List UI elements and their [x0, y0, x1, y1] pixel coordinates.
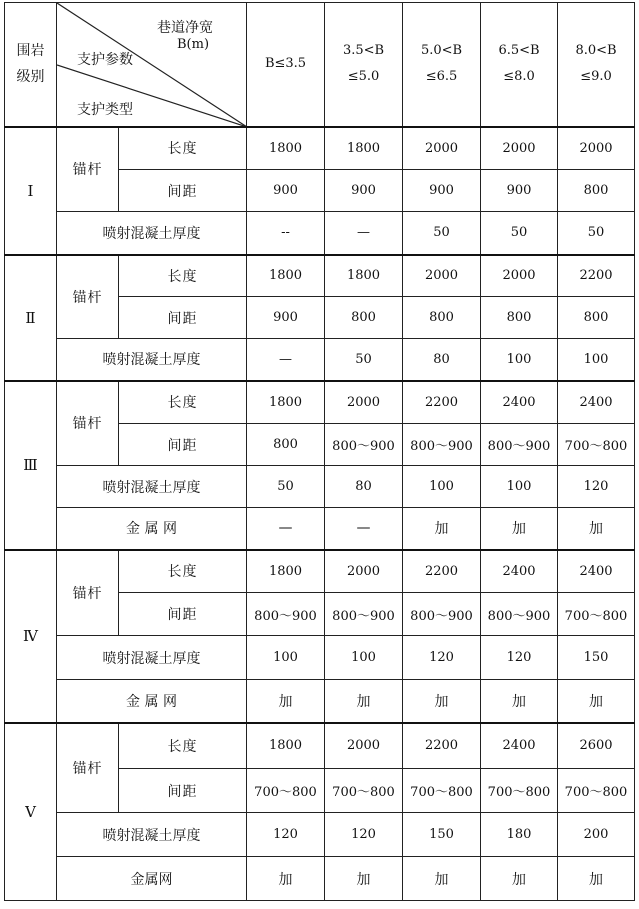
table-cell: 加	[403, 857, 481, 901]
support-param-label: 支护参数	[77, 52, 133, 68]
table-cell: 700～800	[403, 769, 481, 813]
table-cell: 100	[481, 466, 558, 508]
col-header-2-line1: 5.0<B	[420, 43, 463, 59]
table-cell: 加	[403, 680, 481, 723]
length-label: 长度	[119, 127, 247, 170]
table-row	[5, 212, 635, 255]
support-type-label: 支护类型	[77, 102, 133, 118]
table-cell: 加	[481, 680, 558, 723]
anchor-label: 锚杆	[57, 723, 119, 813]
table-cell: 50	[558, 212, 635, 255]
table-cell: 800～900	[247, 593, 325, 636]
table-cell: 2200	[403, 550, 481, 593]
table-row	[5, 636, 635, 680]
rock-grade-header-line2: 级别	[16, 69, 45, 86]
table-cell: 2000	[403, 127, 481, 170]
table-cell: 50	[403, 212, 481, 255]
table-cell: —	[247, 508, 325, 550]
table-cell: 加	[481, 508, 558, 550]
col-header-0	[247, 3, 325, 127]
table-cell: 800～900	[325, 593, 403, 636]
table-row	[5, 813, 635, 857]
anchor-label: 锚杆	[57, 127, 119, 212]
table-cell: 700～800	[325, 769, 403, 813]
grade-4-cell: Ⅳ	[5, 550, 57, 723]
table-cell: 100	[325, 636, 403, 680]
table-cell: 加	[247, 680, 325, 723]
table-cell: 120	[481, 636, 558, 680]
table-row	[5, 381, 635, 424]
table-cell: 120	[558, 466, 635, 508]
table-cell: 700～800	[558, 593, 635, 636]
table-cell: 1800	[325, 255, 403, 297]
table-row	[5, 857, 635, 901]
table-cell: 2600	[558, 723, 635, 769]
width-label: 巷道净宽	[157, 20, 213, 36]
table-cell: 50	[325, 339, 403, 381]
grade-5-cell: Ⅴ	[5, 723, 57, 901]
table-row	[5, 127, 635, 170]
table-cell: 700～800	[558, 769, 635, 813]
table-cell: 900	[325, 170, 403, 212]
mesh-label: 金 属 网	[57, 680, 247, 723]
table-cell: 800	[481, 297, 558, 339]
col-header-3-line2: ≤8.0	[503, 69, 535, 85]
table-cell: 1800	[247, 127, 325, 170]
shotcrete-label: 喷射混凝土厚度	[57, 813, 247, 857]
table-row	[5, 339, 635, 381]
table-cell: 150	[403, 813, 481, 857]
grade-2-cell: Ⅱ	[5, 255, 57, 381]
table-cell: 800～900	[403, 593, 481, 636]
table-cell: 加	[481, 857, 558, 901]
table-cell: 2000	[481, 255, 558, 297]
header-row	[5, 3, 635, 127]
table-cell: 加	[558, 680, 635, 723]
table-cell: 150	[558, 636, 635, 680]
table-cell: 800～900	[481, 424, 558, 466]
table-cell: 加	[558, 508, 635, 550]
table-cell: —	[247, 339, 325, 381]
anchor-label: 锚杆	[57, 255, 119, 339]
length-label: 长度	[119, 723, 247, 769]
table-cell: 2400	[481, 381, 558, 424]
col-header-4-line2: ≤9.0	[580, 69, 612, 85]
mesh-label: 金 属 网	[57, 508, 247, 550]
table-cell: 80	[325, 466, 403, 508]
table-cell: 180	[481, 813, 558, 857]
diagonal-header-cell	[57, 3, 247, 127]
col-header-3-line1: 6.5<B	[498, 43, 540, 59]
table-cell: 100	[403, 466, 481, 508]
support-parameter-table	[4, 2, 635, 901]
table-container	[4, 2, 635, 901]
table-cell: 200	[558, 813, 635, 857]
table-cell: 1800	[247, 381, 325, 424]
table-cell: 80	[403, 339, 481, 381]
col-header-4	[558, 3, 635, 127]
table-cell: 800～900	[403, 424, 481, 466]
spacing-label: 间距	[119, 424, 247, 466]
table-cell: 加	[325, 857, 403, 901]
table-cell: 700～800	[481, 769, 558, 813]
shotcrete-label: 喷射混凝土厚度	[57, 636, 247, 680]
table-cell: 50	[247, 466, 325, 508]
table-row	[5, 550, 635, 593]
table-cell: 800	[403, 297, 481, 339]
length-label: 长度	[119, 381, 247, 424]
shotcrete-label: 喷射混凝土厚度	[57, 339, 247, 381]
table-cell: 2000	[558, 127, 635, 170]
table-cell: 2200	[403, 381, 481, 424]
table-cell: 1800	[325, 127, 403, 170]
table-cell: 800	[247, 424, 325, 466]
table-cell: 加	[247, 857, 325, 901]
col-header-4-line1: 8.0<B	[575, 43, 617, 59]
spacing-label: 间距	[119, 593, 247, 636]
table-cell: 100	[247, 636, 325, 680]
col-header-3	[481, 3, 558, 127]
table-cell: 2200	[558, 255, 635, 297]
table-cell: 2200	[403, 723, 481, 769]
mesh-label: 金属网	[57, 857, 247, 901]
anchor-label: 锚杆	[57, 381, 119, 466]
table-cell: 800	[558, 170, 635, 212]
table-cell: 800～900	[325, 424, 403, 466]
table-cell: 加	[325, 680, 403, 723]
shotcrete-label: 喷射混凝土厚度	[57, 466, 247, 508]
table-cell: 2400	[481, 550, 558, 593]
table-cell: 2400	[558, 550, 635, 593]
table-cell: 900	[247, 297, 325, 339]
table-cell: 900	[403, 170, 481, 212]
table-cell: —	[325, 212, 403, 255]
col-header-0-line1: B≤3.5	[264, 56, 307, 72]
table-cell: 700～800	[558, 424, 635, 466]
grade-1-cell: Ⅰ	[5, 127, 57, 255]
table-cell: 加	[558, 857, 635, 901]
table-cell: --	[247, 212, 325, 255]
col-header-1-line2: ≤5.0	[347, 69, 380, 85]
table-cell: 1800	[247, 723, 325, 769]
table-cell: 2400	[481, 723, 558, 769]
table-cell: 800～900	[481, 593, 558, 636]
spacing-label: 间距	[119, 297, 247, 339]
table-cell: 100	[481, 339, 558, 381]
table-cell: 1800	[247, 255, 325, 297]
table-cell: 800	[325, 297, 403, 339]
spacing-label: 间距	[119, 769, 247, 813]
table-cell: 2000	[325, 550, 403, 593]
rock-grade-header-line1: 围岩	[16, 43, 45, 60]
table-cell: 120	[403, 636, 481, 680]
col-header-1	[325, 3, 403, 127]
table-cell: 50	[481, 212, 558, 255]
table-cell: 2000	[403, 255, 481, 297]
table-cell: 100	[558, 339, 635, 381]
table-row	[5, 723, 635, 769]
table-cell: 2400	[558, 381, 635, 424]
col-header-2-line2: ≤6.5	[425, 69, 458, 85]
table-cell: 900	[481, 170, 558, 212]
spacing-label: 间距	[119, 170, 247, 212]
table-cell: 900	[247, 170, 325, 212]
length-label: 长度	[119, 550, 247, 593]
table-cell: 1800	[247, 550, 325, 593]
rock-grade-header	[5, 3, 57, 127]
shotcrete-label: 喷射混凝土厚度	[57, 212, 247, 255]
table-cell: 2000	[481, 127, 558, 170]
table-cell: —	[325, 508, 403, 550]
length-label: 长度	[119, 255, 247, 297]
width-unit-label: B(m)	[177, 37, 210, 52]
table-cell: 120	[247, 813, 325, 857]
table-row	[5, 508, 635, 550]
table-row	[5, 466, 635, 508]
table-row	[5, 255, 635, 297]
table-cell: 700～800	[247, 769, 325, 813]
table-row	[5, 680, 635, 723]
anchor-label: 锚杆	[57, 550, 119, 636]
table-cell: 加	[403, 508, 481, 550]
table-cell: 800	[558, 297, 635, 339]
grade-3-cell: Ⅲ	[5, 381, 57, 550]
table-cell: 2000	[325, 381, 403, 424]
col-header-1-line1: 3.5<B	[342, 43, 385, 59]
table-cell: 120	[325, 813, 403, 857]
table-cell: 2000	[325, 723, 403, 769]
col-header-2	[403, 3, 481, 127]
